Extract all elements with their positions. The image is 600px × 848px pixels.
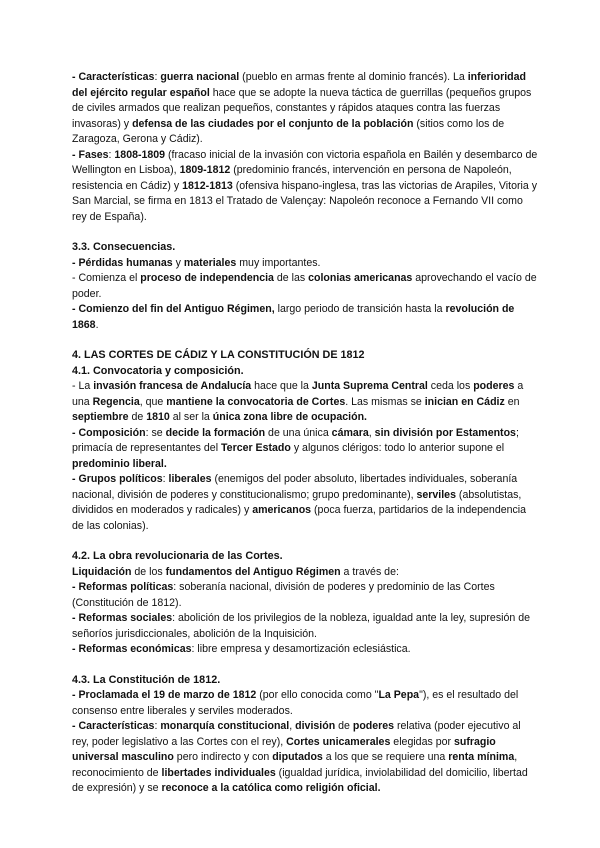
paragraph bbox=[72, 271, 538, 302]
text-run: (pueblo en armas frente al dominio francés). La bbox=[239, 71, 468, 83]
bold-text: fundamentos del Antiguo Régimen bbox=[165, 565, 341, 578]
text-run: de una única bbox=[265, 426, 332, 439]
text-run: : soberanía nacional, división de poderes y predominio de las Cortes (Constitución de 1812). bbox=[72, 581, 495, 609]
paragraph bbox=[72, 565, 538, 581]
bold-text: poderes bbox=[473, 380, 515, 392]
text-run: hace que se adopte la nueva táctica de guerrillas (pequeños grupos de civiles armados que realizan pequeños, constantes y rápidos ataques contra las fuerzas invasoras) y bbox=[72, 86, 532, 130]
paragraph bbox=[72, 642, 538, 658]
text-run: ceda los bbox=[427, 380, 474, 392]
text-run: largo periodo de transición hasta la bbox=[274, 303, 446, 315]
text-run: a una bbox=[72, 380, 524, 408]
paragraph-gap bbox=[72, 534, 538, 549]
text-run: : bbox=[162, 473, 169, 485]
bold-text: serviles bbox=[416, 488, 456, 501]
subsection-heading bbox=[72, 549, 538, 565]
bold-text: 1812-1813 bbox=[182, 179, 233, 192]
text-run: muy importantes. bbox=[236, 256, 321, 269]
paragraph bbox=[72, 688, 538, 719]
text-run: - La bbox=[72, 380, 94, 392]
section-heading bbox=[72, 348, 538, 364]
text-run: de bbox=[128, 411, 147, 423]
bold-text: Liquidación bbox=[72, 565, 132, 578]
text-run: elegidas por bbox=[390, 735, 454, 748]
bold-text: 3.3. Consecuencias. bbox=[72, 241, 176, 253]
bold-text: inferioridad del ejército regular español bbox=[72, 71, 526, 99]
bold-text: - Composición bbox=[72, 426, 146, 439]
bold-text: invasión francesa de Andalucía bbox=[93, 380, 252, 392]
bold-text: poderes bbox=[352, 720, 395, 732]
bold-text: - Reformas económicas bbox=[72, 643, 192, 655]
text-run: aprovechando el vacío de poder. bbox=[72, 272, 537, 300]
bold-text: defensa de las ciudades por el conjunto de la población bbox=[132, 117, 414, 130]
bold-text: - Características bbox=[72, 71, 155, 83]
bold-text: 1810 bbox=[146, 411, 170, 423]
bold-text: - Reformas sociales bbox=[72, 612, 173, 624]
text-run: (absolutistas, divididos en moderados y radicales) y bbox=[72, 488, 522, 516]
text-run: . Las mismas se bbox=[345, 395, 425, 408]
text-run: "), es el resultado del consenso entre liberales y serviles moderados. bbox=[72, 689, 519, 717]
bold-text: 4.3. La Constitución de 1812. bbox=[72, 673, 221, 686]
text-run: de bbox=[335, 720, 353, 732]
bold-text: colonias americanas bbox=[308, 272, 413, 284]
bold-text: Tercer Estado bbox=[221, 442, 291, 454]
bold-text: guerra nacional bbox=[160, 71, 240, 83]
text-run: : bbox=[108, 148, 115, 161]
text-run: relativa (poder ejecutivo al rey, poder legislativo a las Cortes con el rey), bbox=[72, 720, 521, 748]
bold-text: - Pérdidas humanas bbox=[72, 256, 173, 269]
text-run: (poca fuerza, partidarios de la independencia de las colonias). bbox=[72, 504, 527, 532]
bold-text: proceso de independencia bbox=[140, 272, 274, 284]
text-run: , reconocimiento de bbox=[72, 751, 518, 779]
text-run: : libre empresa y desamortización eclesiástica. bbox=[191, 643, 411, 655]
bold-text: diputados bbox=[272, 751, 323, 763]
bold-text: reconoce a la católica como religión oficial. bbox=[161, 782, 381, 794]
paragraph-gap bbox=[72, 658, 538, 673]
text-run: en bbox=[504, 395, 520, 408]
text-run: pero indirecto y con bbox=[173, 751, 273, 763]
subsection-heading bbox=[72, 240, 538, 256]
text-run: de las bbox=[273, 272, 309, 284]
text-run: a través de: bbox=[340, 565, 399, 578]
text-run: (enemigos del poder absoluto, libertades individuales, soberanía nacional, división de poderes y constitucionalismo; grupo predominante), bbox=[72, 473, 518, 501]
text-run: ; primacía de representantes del bbox=[72, 426, 519, 454]
subsection-heading bbox=[72, 364, 538, 380]
bold-text: septiembre bbox=[72, 411, 129, 423]
bold-text: Junta Suprema Central bbox=[311, 380, 428, 392]
bold-text: americanos bbox=[252, 504, 312, 516]
paragraph-gap bbox=[72, 225, 538, 240]
bold-text: - Reformas políticas bbox=[72, 581, 174, 593]
bold-text: 4. LAS CORTES DE CÁDIZ Y LA CONSTITUCIÓN DE 1812 bbox=[72, 349, 365, 361]
bold-text: libertades individuales bbox=[161, 766, 276, 779]
paragraph bbox=[72, 472, 538, 534]
text-run: de los bbox=[131, 565, 166, 578]
text-run: : bbox=[154, 71, 161, 83]
bold-text: cámara bbox=[331, 426, 369, 439]
bold-text: inician en Cádiz bbox=[424, 395, 505, 408]
bold-text: - Características bbox=[72, 720, 155, 732]
text-run: . bbox=[95, 318, 99, 331]
text-run: (por ello conocida como " bbox=[256, 689, 379, 701]
text-run: al ser la bbox=[169, 411, 213, 423]
bold-text: liberales bbox=[168, 473, 212, 485]
paragraph bbox=[72, 719, 538, 797]
paragraph bbox=[72, 611, 538, 642]
paragraph bbox=[72, 580, 538, 611]
bold-text: 1808-1809 bbox=[114, 148, 166, 161]
paragraph bbox=[72, 70, 538, 148]
text-run: - Comienza el bbox=[72, 272, 141, 284]
text-run: , bbox=[289, 720, 296, 732]
paragraph bbox=[72, 148, 538, 226]
text-run: : bbox=[154, 720, 161, 732]
bold-text: predominio liberal. bbox=[72, 457, 167, 470]
bold-text: - Comienzo del fin del Antiguo Régimen, bbox=[72, 303, 275, 315]
text-run: y bbox=[172, 256, 184, 269]
bold-text: materiales bbox=[183, 256, 237, 269]
bold-text: Regencia bbox=[92, 395, 140, 408]
text-run: (igualdad jurídica, inviolabilidad del domicilio, libertad de expresión) y se bbox=[72, 766, 528, 794]
paragraph-gap bbox=[72, 333, 538, 348]
bold-text: decide la formación bbox=[165, 426, 266, 439]
text-run: a los que se requiere una bbox=[322, 751, 449, 763]
text-run: : se bbox=[145, 426, 166, 439]
bold-text: - Fases bbox=[72, 148, 109, 161]
paragraph bbox=[72, 256, 538, 272]
bold-text: - Grupos políticos bbox=[72, 473, 163, 485]
bold-text: 4.1. Convocatoria y composición. bbox=[72, 364, 244, 377]
bold-text: única zona libre de ocupación. bbox=[212, 411, 367, 423]
paragraph bbox=[72, 379, 538, 426]
text-run: hace que la bbox=[251, 380, 312, 392]
bold-text: división bbox=[295, 720, 336, 732]
text-run: : abolición de los privilegios de la nobleza, igualdad ante la ley, supresión de señoríos jurisdiccionales, abolición de la Inquisición. bbox=[72, 612, 530, 640]
bold-text: sin división por Estamentos bbox=[374, 426, 516, 439]
bold-text: mantiene la convocatoria de Cortes bbox=[166, 395, 346, 408]
text-run: , bbox=[368, 426, 375, 439]
bold-text: monarquía constitucional bbox=[160, 720, 290, 732]
text-run: (predominio francés, intervención en persona de Napoleón, resistencia en Cádiz) y bbox=[72, 164, 512, 192]
bold-text: revolución de 1868 bbox=[72, 303, 515, 331]
text-run: (fracaso inicial de la invasión con victoria española en Bailén y desembarco de Wellington en Lisboa), bbox=[72, 148, 538, 176]
bold-text: 1809-1812 bbox=[179, 164, 231, 176]
bold-text: La Pepa bbox=[378, 689, 420, 701]
bold-text: Cortes unicamerales bbox=[286, 735, 391, 748]
paragraph bbox=[72, 426, 538, 473]
text-run: , que bbox=[139, 395, 167, 408]
paragraph bbox=[72, 302, 538, 333]
bold-text: sufragio universal masculino bbox=[72, 735, 496, 763]
bold-text: renta mínima bbox=[448, 751, 515, 763]
text-run: y algunos clérigos: todo lo anterior supone el bbox=[290, 442, 505, 454]
bold-text: - Proclamada el 19 de marzo de 1812 bbox=[72, 689, 257, 701]
text-run: (sitios como los de Zaragoza, Gerona y Cádiz). bbox=[72, 117, 505, 145]
subsection-heading bbox=[72, 673, 538, 689]
text-run: (ofensiva hispano-inglesa, tras las victorias de Arapiles, Vitoria y San Marcial, se firma en 1813 el Tratado de Valençay: Napoleón reconoce a Fernando VII como rey de España). bbox=[72, 179, 538, 223]
bold-text: 4.2. La obra revolucionaria de las Cortes. bbox=[72, 550, 283, 562]
